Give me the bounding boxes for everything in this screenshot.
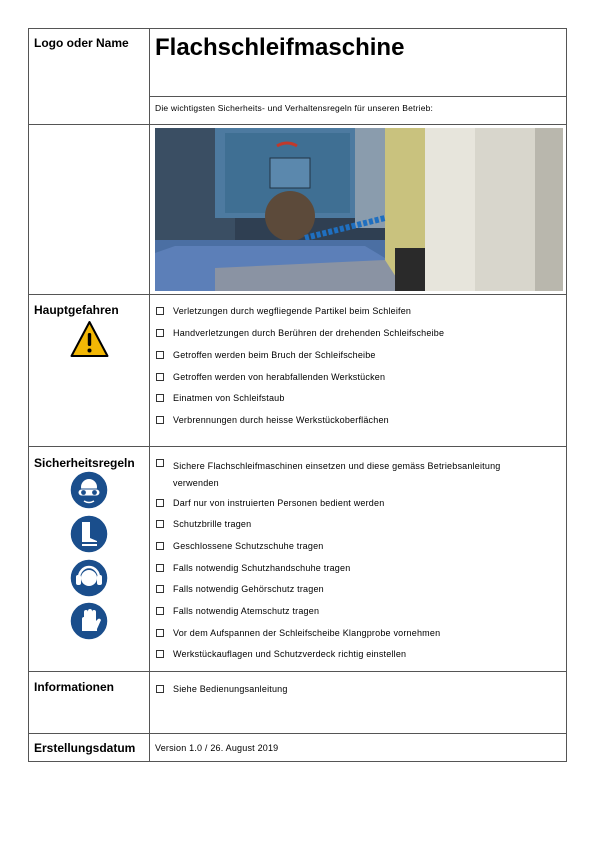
safety-goggles-icon [69,470,109,510]
list-item: Falls notwendig Atemschutz tragen [155,606,560,628]
checkbox-icon [156,685,164,693]
grinding-machine-image [155,128,563,291]
checkbox-icon [156,585,164,593]
created-label: Erstellungsdatum [34,741,136,755]
info-label: Informationen [34,680,114,694]
list-item: Getroffen werden von herabfallenden Werkstücken [155,372,560,393]
checkbox-icon [156,629,164,637]
checkbox-icon [156,394,164,402]
safety-gloves-icon [69,601,109,641]
safety-boots-icon [69,514,109,554]
checkbox-icon [156,564,164,572]
list-item: Handverletzungen durch Berühren der drehenden Schleifscheibe [155,328,560,350]
checkbox-icon [156,373,164,381]
list-item: Verbrennungen durch heisse Werkstückoberflächen [155,415,560,437]
checkbox-icon [156,329,164,337]
list-item: Darf nur von instruierten Personen bedient werden [155,498,560,519]
checkbox-icon [156,416,164,424]
hazards-label: Hauptgefahren [34,303,119,317]
safety-sheet [28,28,567,762]
warning-triangle-icon [67,320,112,360]
list-item: Verletzungen durch wegfliegende Partikel beim Schleifen [155,306,560,328]
page-title: Flachschleifmaschine [155,34,405,61]
list-item: Falls notwendig Schutzhandschuhe tragen [155,563,560,584]
list-item: Einatmen von Schleifstaub [155,393,560,415]
logo-label: Logo oder Name [34,36,129,50]
checkbox-icon [156,499,164,507]
list-item: Vor dem Aufspannen der Schleifscheibe Klangprobe vornehmen [155,628,560,649]
list-item: Werkstückauflagen und Schutzverdeck richtig einstellen [155,649,560,671]
safety-label: Sicherheitsregeln [34,456,135,470]
list-item: Sichere Flachschleifmaschinen einsetzen und diese gemäss Betriebsanleitung verwenden [155,458,523,498]
hazards-list [155,306,560,437]
checkbox-icon [156,650,164,658]
list-item: Getroffen werden beim Bruch der Schleifscheibe [155,350,560,372]
checkbox-icon [156,459,164,467]
checkbox-icon [156,520,164,528]
image-label-cell [28,124,150,295]
checkbox-icon [156,351,164,359]
list-item: Schutzbrille tragen [155,519,560,541]
safety-list [155,458,560,671]
checkbox-icon [156,542,164,550]
version-date: Version 1.0 / 26. August 2019 [155,743,279,753]
machine-photo [155,128,563,291]
info-list [155,684,560,704]
list-item: Siehe Bedienungsanleitung [155,684,560,704]
list-item: Falls notwendig Gehörschutz tragen [155,584,560,606]
checkbox-icon [156,607,164,615]
ear-protection-icon [69,558,109,598]
checkbox-icon [156,307,164,315]
page-subtitle: Die wichtigsten Sicherheits- und Verhaltensregeln für unseren Betrieb: [155,103,434,113]
list-item: Geschlossene Schutzschuhe tragen [155,541,560,563]
